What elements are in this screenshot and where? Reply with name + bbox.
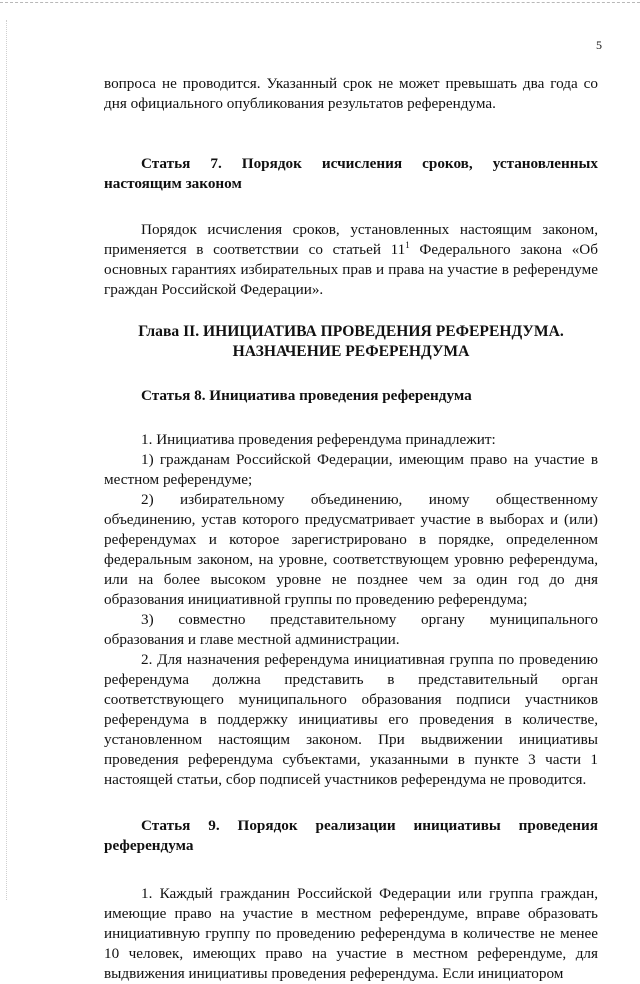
article-7-text-start: Порядок исчисления сроков, установленных настоящим законом, применяется в соответствии со статьей 11 [104,221,598,258]
article-reference-superscript: 1 [405,239,410,250]
spacer [104,790,598,816]
article-9-heading-word: проведения [518,817,598,834]
document-body [104,74,598,984]
article-8-heading: Статья 8. Инициатива проведения референдума [141,387,472,404]
chapter-heading-line-1: Глава II. ИНИЦИАТИВА ПРОВЕДЕНИЯ РЕФЕРЕНДУМА. [138,323,564,340]
article-9-point-1: 1. Каждый гражданин Российской Федерации или группа граждан, имеющие право на участие в местном референдуме, вправе образовать инициативную группу по проведению референдума в количестве не менее 10 человек, имеющих право на участие в местном референдуме, для выдвижения инициативы проведения референдума. Если инициатором [104,885,598,982]
article-9-heading-line-1 [104,816,598,836]
spacer [104,300,598,322]
spacer [104,194,598,220]
article-8-point-1-sub-1: 1) гражданам Российской Федерации, имеющим право на участие в местном референдуме; [104,451,598,488]
spacer [104,362,598,386]
scan-left-margin-marks [6,20,7,900]
spacer [104,114,598,154]
article-8-point-1: 1. Инициатива проведения референдума принадлежит: [141,431,496,448]
scan-top-rule [0,2,640,3]
article-7-text-end: Федерального закона «Об основных гарантиях избирательных прав и права на участие в референдуме граждан Российской Федерации». [104,241,598,298]
article-9-heading-line-2: референдума [104,837,194,854]
intro-paragraph: вопроса не проводится. Указанный срок не может превышать два года со дня официального опубликования результатов референдума. [104,75,598,112]
article-8-point-1-sub-3: 3) совместно представительному органу муниципального образования и главе местной администрации. [104,611,598,648]
article-8-point-1-sub-2: 2) избирательному объединению, иному общественному объединению, устав которого предусматривает участие в выборах и (или) референдумах и которое зарегистрировано в порядке, определенном федеральным законом, на уровне, соответствующем уровню референдума, или на более высоком уровне не позднее чем за один год до дня образования инициативной группы по проведению референдума; [104,491,598,608]
article-9-heading-word: Статья [141,817,191,834]
article-7-paragraph [104,220,598,300]
article-9-heading-word: инициативы [413,817,501,834]
spacer [104,856,598,884]
page-number: 5 [596,38,602,52]
article-8-point-2: 2. Для назначения референдума инициативная группа по проведению референдума должна представить в представительный орган соответствующего муниципального образования подписи участников референдума в поддержку инициативы его проведения в количестве, установленном настоящим законом. При выдвижении инициативы проведения референдума субъектами, указанными в пункте 3 части 1 настоящей статьи, сбор подписей участников референдума не проводится. [104,651,598,788]
article-7-heading: Статья 7. Порядок исчисления сроков, установленных настоящим законом [104,155,598,192]
chapter-2-heading [104,322,598,362]
article-9-heading-word: Порядок [237,817,298,834]
spacer [104,406,598,430]
article-9-heading-word: 9. [208,817,220,834]
article-9-heading-word: реализации [315,817,396,834]
chapter-heading-line-2: НАЗНАЧЕНИЕ РЕФЕРЕНДУМА [232,343,470,360]
